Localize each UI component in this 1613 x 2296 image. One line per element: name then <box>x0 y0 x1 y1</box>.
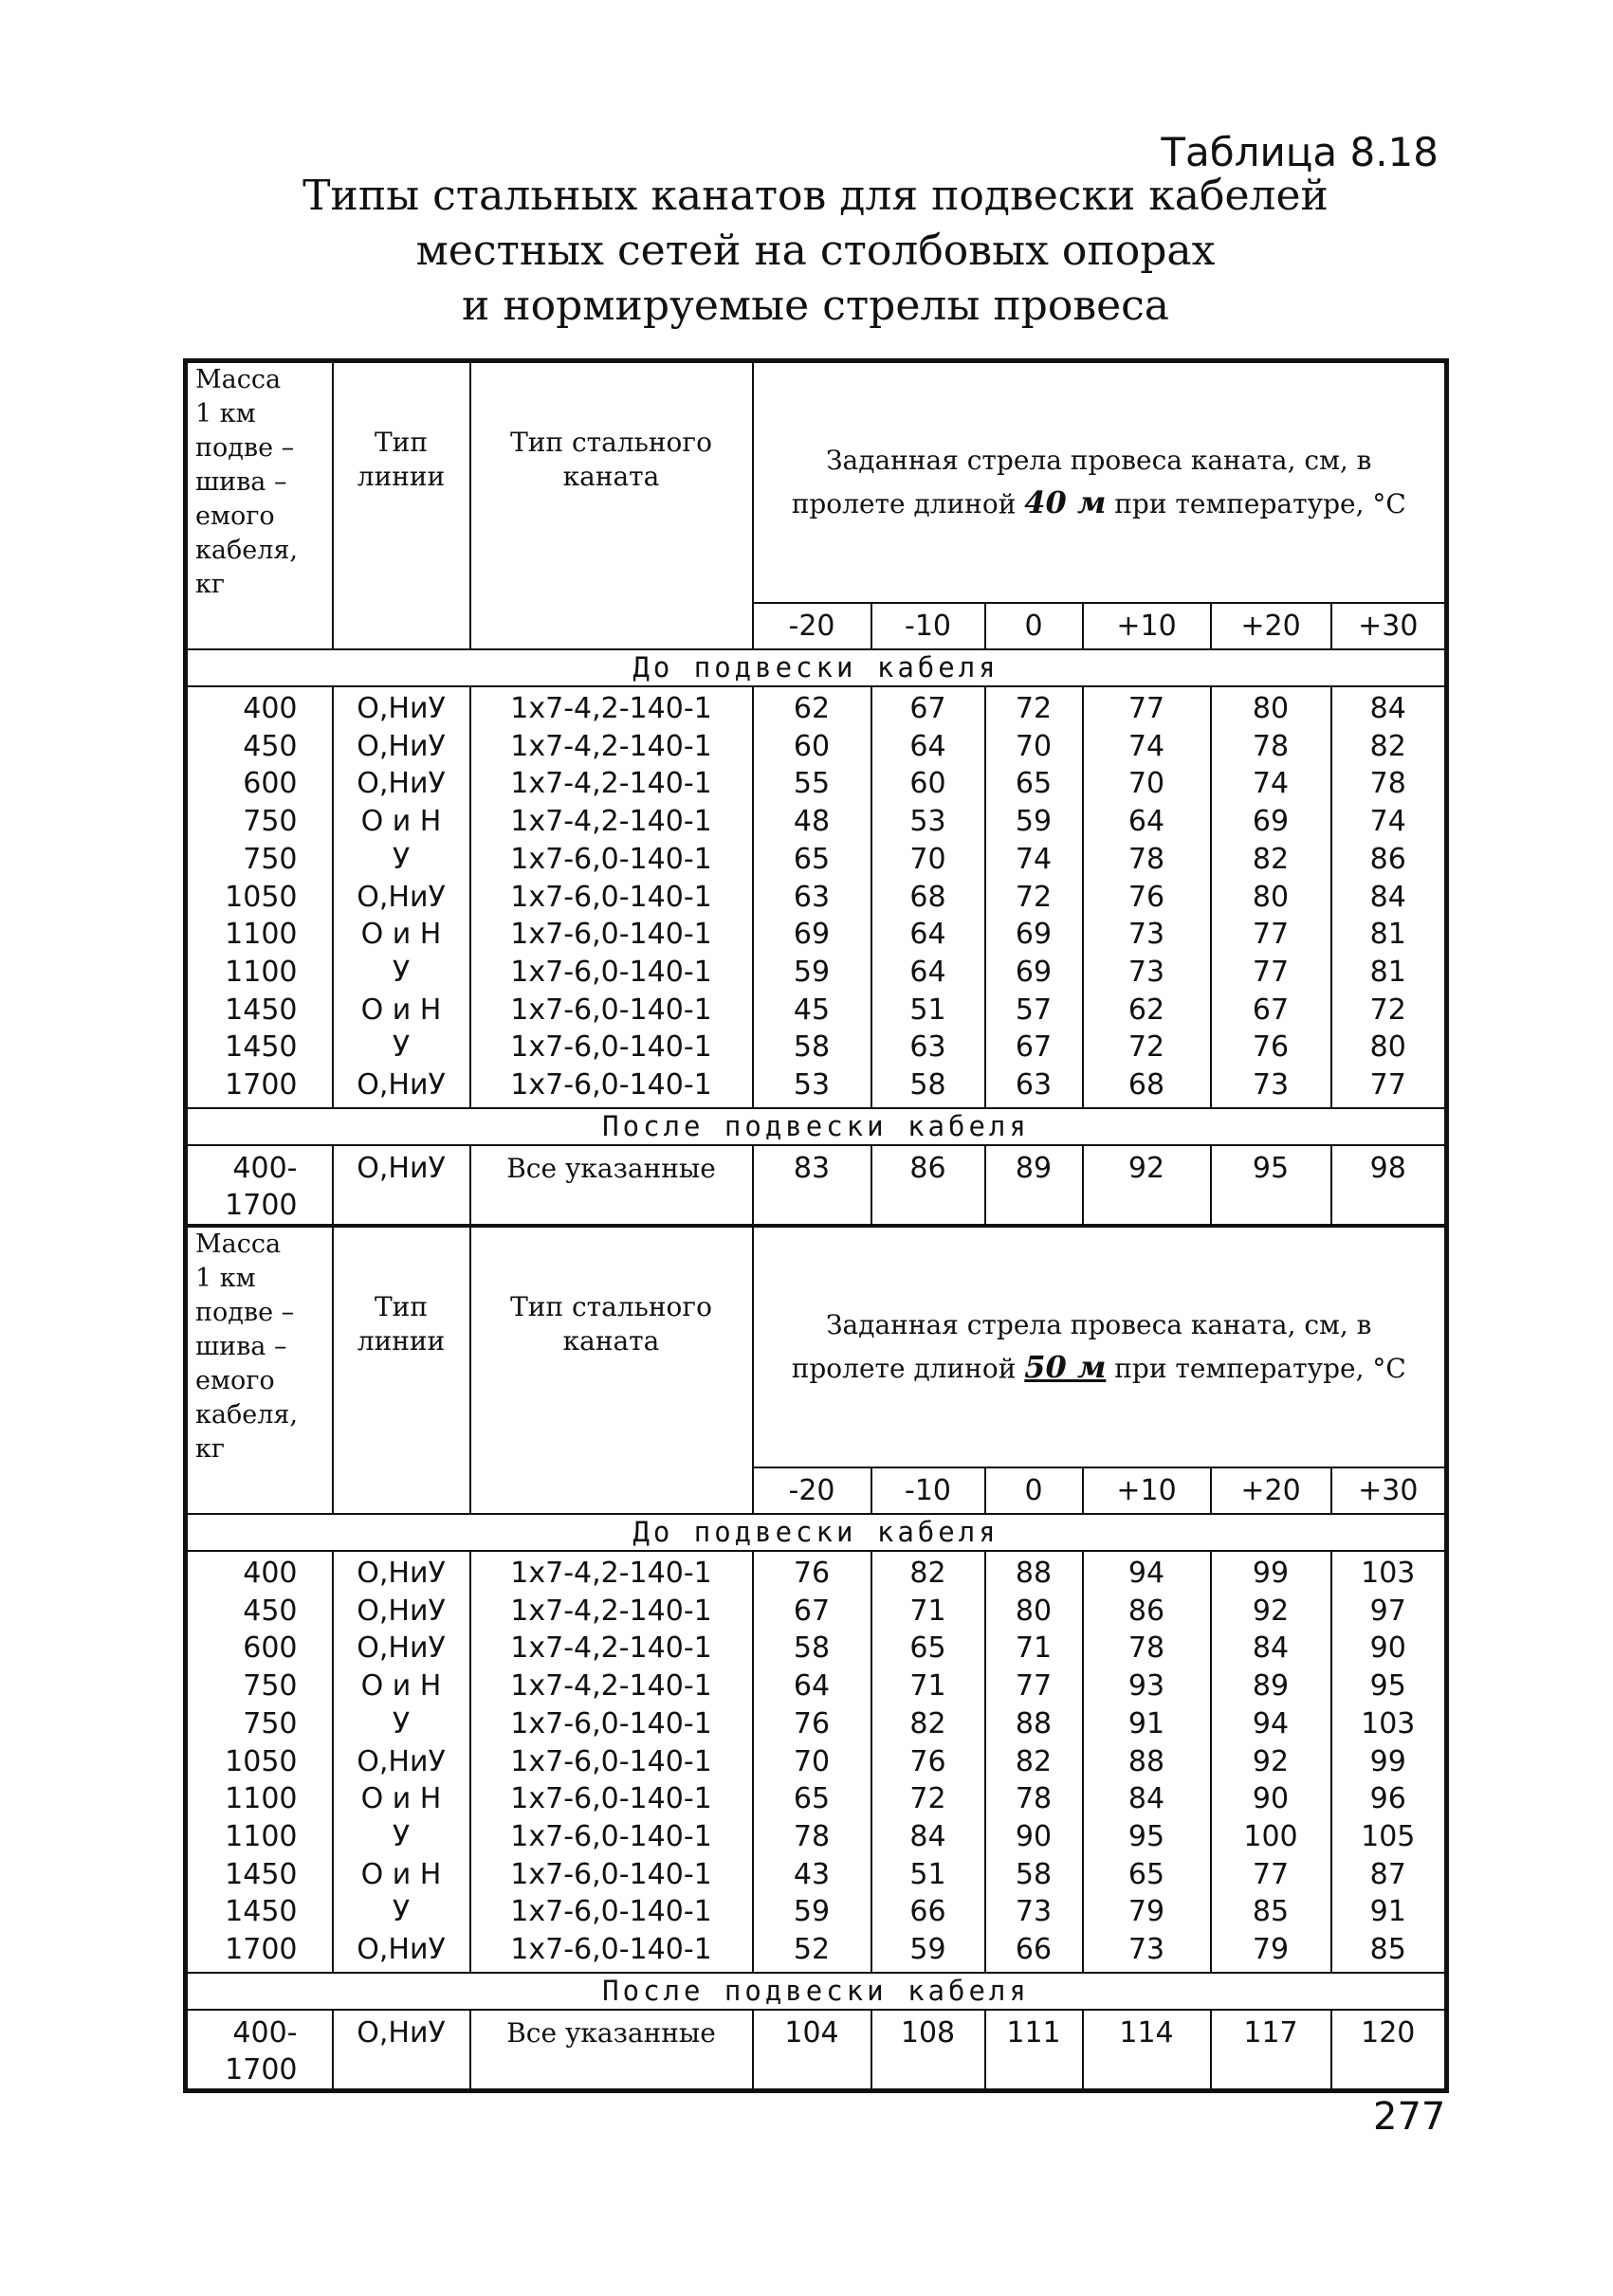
span-prefix: Заданная стрела провеса каната, см, в <box>826 1309 1372 1340</box>
after-mass: 400- 1700 <box>186 1145 333 1226</box>
span-pre: пролете длиной <box>791 488 1017 519</box>
values-column: 84 82 78 74 86 84 81 81 72 80 77 <box>1331 686 1447 1108</box>
values-column: 103 97 90 95 103 99 96 105 87 91 85 <box>1331 1551 1447 1973</box>
after-value: 86 <box>871 1145 985 1226</box>
after-value: 89 <box>985 1145 1083 1226</box>
after-line-type: О,НиУ <box>333 2010 470 2091</box>
rope-column: 1х7-4,2-140-1 1х7-4,2-140-1 1х7-4,2-140-1 1х7-4,2-140-1 1х7-6,0-140-1 1х7-6,0-140-1 1х7-6,0-140-1 1х7-6,0-140-1 1х7-6,0-140-1 1х7-6,0-140-1 1х7-6,0-140-1 <box>470 686 753 1108</box>
header-span <box>753 361 1447 604</box>
values-column: 77 74 70 64 78 76 73 73 62 72 68 <box>1083 686 1211 1108</box>
header-line-type: Тип линии <box>333 1226 470 1514</box>
values-column: 82 71 65 71 82 76 72 84 51 66 59 <box>871 1551 985 1973</box>
after-value: 98 <box>1331 1145 1447 1226</box>
after-rope: Все указанные <box>470 1145 753 1226</box>
header-rope-type: Тип стального каната <box>470 361 753 650</box>
header-rope-type: Тип стального каната <box>470 1226 753 1514</box>
temp-cell: -10 <box>871 603 985 649</box>
values-column: 76 67 58 64 76 70 65 78 43 59 52 <box>753 1551 871 1973</box>
section-label-before: До подвески кабеля <box>186 1514 1447 1551</box>
after-line-type: О,НиУ <box>333 1145 470 1226</box>
title-line: Типы стальных канатов для подвески кабелей <box>302 172 1329 220</box>
span-post: при температуре, °С <box>1114 1353 1406 1384</box>
span-prefix: Заданная стрела провеса каната, см, в <box>826 445 1372 476</box>
after-value: 108 <box>871 2010 985 2091</box>
mass-column: 400 450 600 750 750 1050 1100 1100 1450 1450 1700 <box>186 686 333 1108</box>
after-value: 114 <box>1083 2010 1211 2091</box>
header-line-type: Тип линии <box>333 361 470 650</box>
after-value: 117 <box>1211 2010 1331 2091</box>
values-column: 88 80 71 77 88 82 78 90 58 73 66 <box>985 1551 1083 1973</box>
title-line: местных сетей на столбовых опорах <box>415 227 1216 275</box>
section-label-before: До подвески кабеля <box>186 649 1447 686</box>
rope-column: 1х7-4,2-140-1 1х7-4,2-140-1 1х7-4,2-140-1 1х7-4,2-140-1 1х7-6,0-140-1 1х7-6,0-140-1 1х7-6,0-140-1 1х7-6,0-140-1 1х7-6,0-140-1 1х7-6,0-140-1 1х7-6,0-140-1 <box>470 1551 753 1973</box>
page-number: 277 <box>1373 2095 1446 2139</box>
temp-cell: +20 <box>1211 603 1331 649</box>
header-mass: Масса 1 км подве – шива – емого кабеля, кг <box>186 1226 333 1514</box>
values-column: 72 70 65 59 74 72 69 69 57 67 63 <box>985 686 1083 1108</box>
line-type-column: О,НиУ О,НиУ О,НиУ О и Н У О,НиУ О и Н У О и Н У О,НиУ <box>333 686 470 1108</box>
after-mass: 400- 1700 <box>186 2010 333 2091</box>
values-column: 99 92 84 89 94 92 90 100 77 85 79 <box>1211 1551 1331 1973</box>
span-length: 40 м <box>1024 484 1107 520</box>
title-line: и нормируемые стрелы провеса <box>461 282 1170 330</box>
after-value: 83 <box>753 1145 871 1226</box>
section-label-after: После подвески кабеля <box>186 1973 1447 2010</box>
sag-table <box>183 358 1449 2093</box>
header-mass: Масса 1 км подве – шива – емого кабеля, кг <box>186 361 333 650</box>
header-span <box>753 1226 1447 1467</box>
span-post: при температуре, °С <box>1114 488 1406 519</box>
temp-cell: +20 <box>1211 1467 1331 1514</box>
line-type-column: О,НиУ О,НиУ О,НиУ О и Н У О,НиУ О и Н У О и Н У О,НиУ <box>333 1551 470 1973</box>
values-column: 80 78 74 69 82 80 77 77 67 76 73 <box>1211 686 1331 1108</box>
span-line <box>754 482 1445 525</box>
span-line <box>754 1346 1445 1390</box>
span-pre: пролете длиной <box>791 1353 1017 1384</box>
after-rope: Все указанные <box>470 2010 753 2091</box>
values-column: 67 64 60 53 70 68 64 64 51 63 58 <box>871 686 985 1108</box>
after-value: 95 <box>1211 1145 1331 1226</box>
temp-cell: -10 <box>871 1467 985 1514</box>
temp-cell: -20 <box>753 603 871 649</box>
temp-cell: +10 <box>1083 1467 1211 1514</box>
after-value: 120 <box>1331 2010 1447 2091</box>
temp-cell: +30 <box>1331 603 1447 649</box>
temp-cell: -20 <box>753 1467 871 1514</box>
table-number: Таблица 8.18 <box>1161 129 1439 175</box>
after-value: 104 <box>753 2010 871 2091</box>
values-column: 62 60 55 48 65 63 69 59 45 58 53 <box>753 686 871 1108</box>
temp-cell: +10 <box>1083 603 1211 649</box>
values-column: 94 86 78 93 91 88 84 95 65 79 73 <box>1083 1551 1211 1973</box>
mass-column: 400 450 600 750 750 1050 1100 1100 1450 1450 1700 <box>186 1551 333 1973</box>
temp-cell: 0 <box>985 603 1083 649</box>
page-title <box>190 169 1441 334</box>
temp-cell: +30 <box>1331 1467 1447 1514</box>
after-value: 92 <box>1083 1145 1211 1226</box>
section-label-after: После подвески кабеля <box>186 1108 1447 1145</box>
span-length: 50 м <box>1024 1349 1107 1385</box>
temp-cell: 0 <box>985 1467 1083 1514</box>
after-value: 111 <box>985 2010 1083 2091</box>
